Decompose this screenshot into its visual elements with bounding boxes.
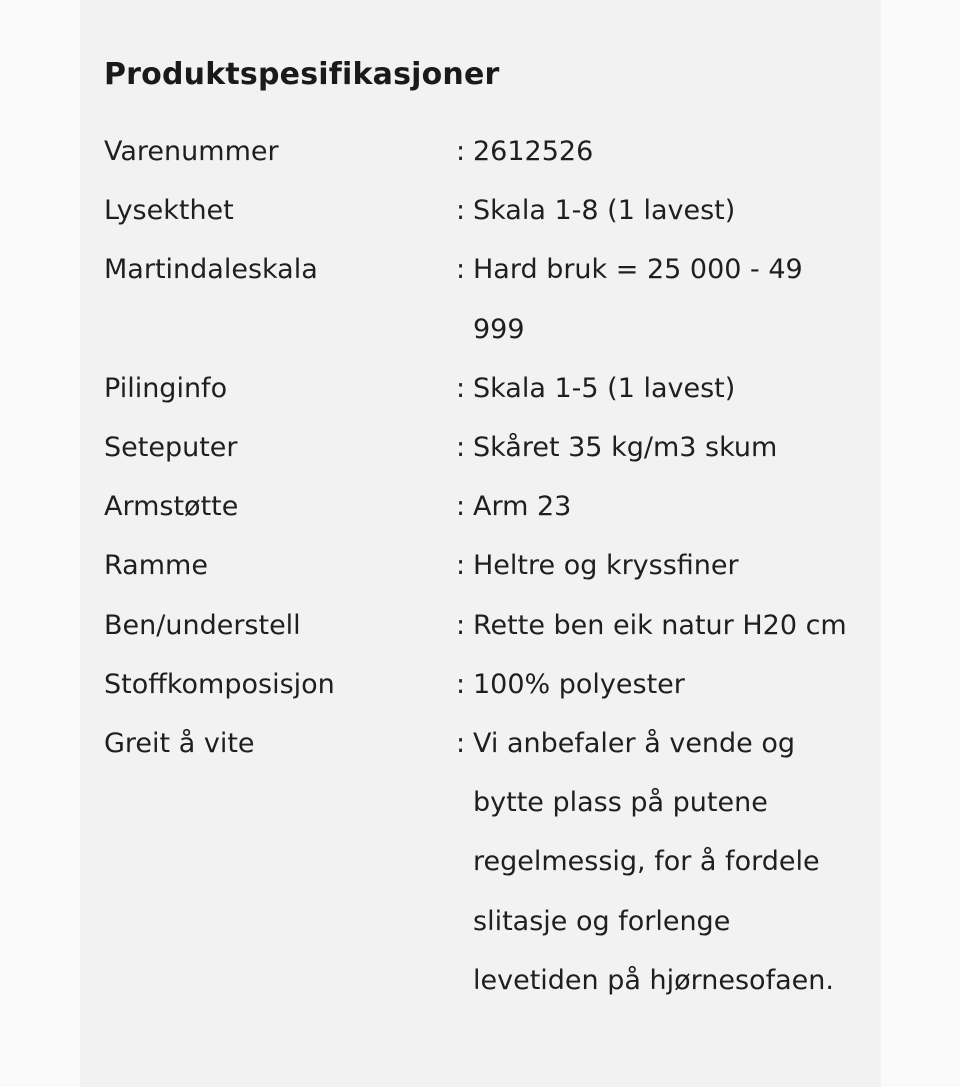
spec-row-lysekthet xyxy=(104,181,864,240)
spec-row-ben-understell xyxy=(104,596,864,655)
spec-list xyxy=(104,122,864,1010)
spec-row-stoffkomposisjon xyxy=(104,655,864,714)
spec-separator: : xyxy=(456,136,466,167)
spec-separator: : xyxy=(456,550,466,582)
spec-value: 100% polyester xyxy=(473,668,685,700)
spec-separator: : xyxy=(456,254,466,286)
spec-label: Martindaleskala xyxy=(104,254,318,286)
spec-separator: : xyxy=(456,668,466,700)
spec-row-varenummer xyxy=(104,122,864,181)
spec-separator: : xyxy=(456,728,466,760)
product-specifications-panel xyxy=(80,0,881,1087)
spec-value: Skala 1-8 (1 lavest) xyxy=(473,195,736,227)
spec-separator: : xyxy=(456,491,466,523)
spec-separator: : xyxy=(456,432,466,464)
section-title: Produktspesifikasjoner xyxy=(104,57,500,92)
spec-row-pilinginfo xyxy=(104,359,864,418)
spec-value: 2612526 xyxy=(473,136,594,167)
spec-label: Armstøtte xyxy=(104,491,239,523)
spec-separator: : xyxy=(456,372,466,404)
spec-row-greit-a-vite xyxy=(104,714,864,1010)
spec-value: Hard bruk = 25 000 - 49 999 xyxy=(473,254,803,345)
spec-label: Greit å vite xyxy=(104,728,255,760)
spec-value: Heltre og kryssfiner xyxy=(473,550,739,582)
spec-row-seteputer xyxy=(104,418,864,477)
spec-separator: : xyxy=(456,609,466,641)
spec-label: Ben/understell xyxy=(104,609,301,641)
spec-value: Skåret 35 kg/m3 skum xyxy=(473,432,778,464)
spec-value: Arm 23 xyxy=(473,491,572,523)
spec-value: Rette ben eik natur H20 cm xyxy=(473,609,847,641)
spec-row-ramme xyxy=(104,536,864,595)
spec-label: Pilinginfo xyxy=(104,372,228,404)
spec-label: Lysekthet xyxy=(104,195,234,227)
spec-label: Ramme xyxy=(104,550,208,582)
spec-label: Varenummer xyxy=(104,136,279,167)
spec-label: Stoffkomposisjon xyxy=(104,668,335,700)
spec-value: Skala 1-5 (1 lavest) xyxy=(473,372,736,404)
spec-row-martindaleskala xyxy=(104,240,864,358)
spec-row-armstotte xyxy=(104,477,864,536)
spec-value: Vi anbefaler å vende og bytte plass på putene regelmessig, for å fordele slitasje og forlenge levetiden på hjørnesofaen. xyxy=(473,728,834,996)
spec-label: Seteputer xyxy=(104,432,238,464)
spec-separator: : xyxy=(456,195,466,227)
